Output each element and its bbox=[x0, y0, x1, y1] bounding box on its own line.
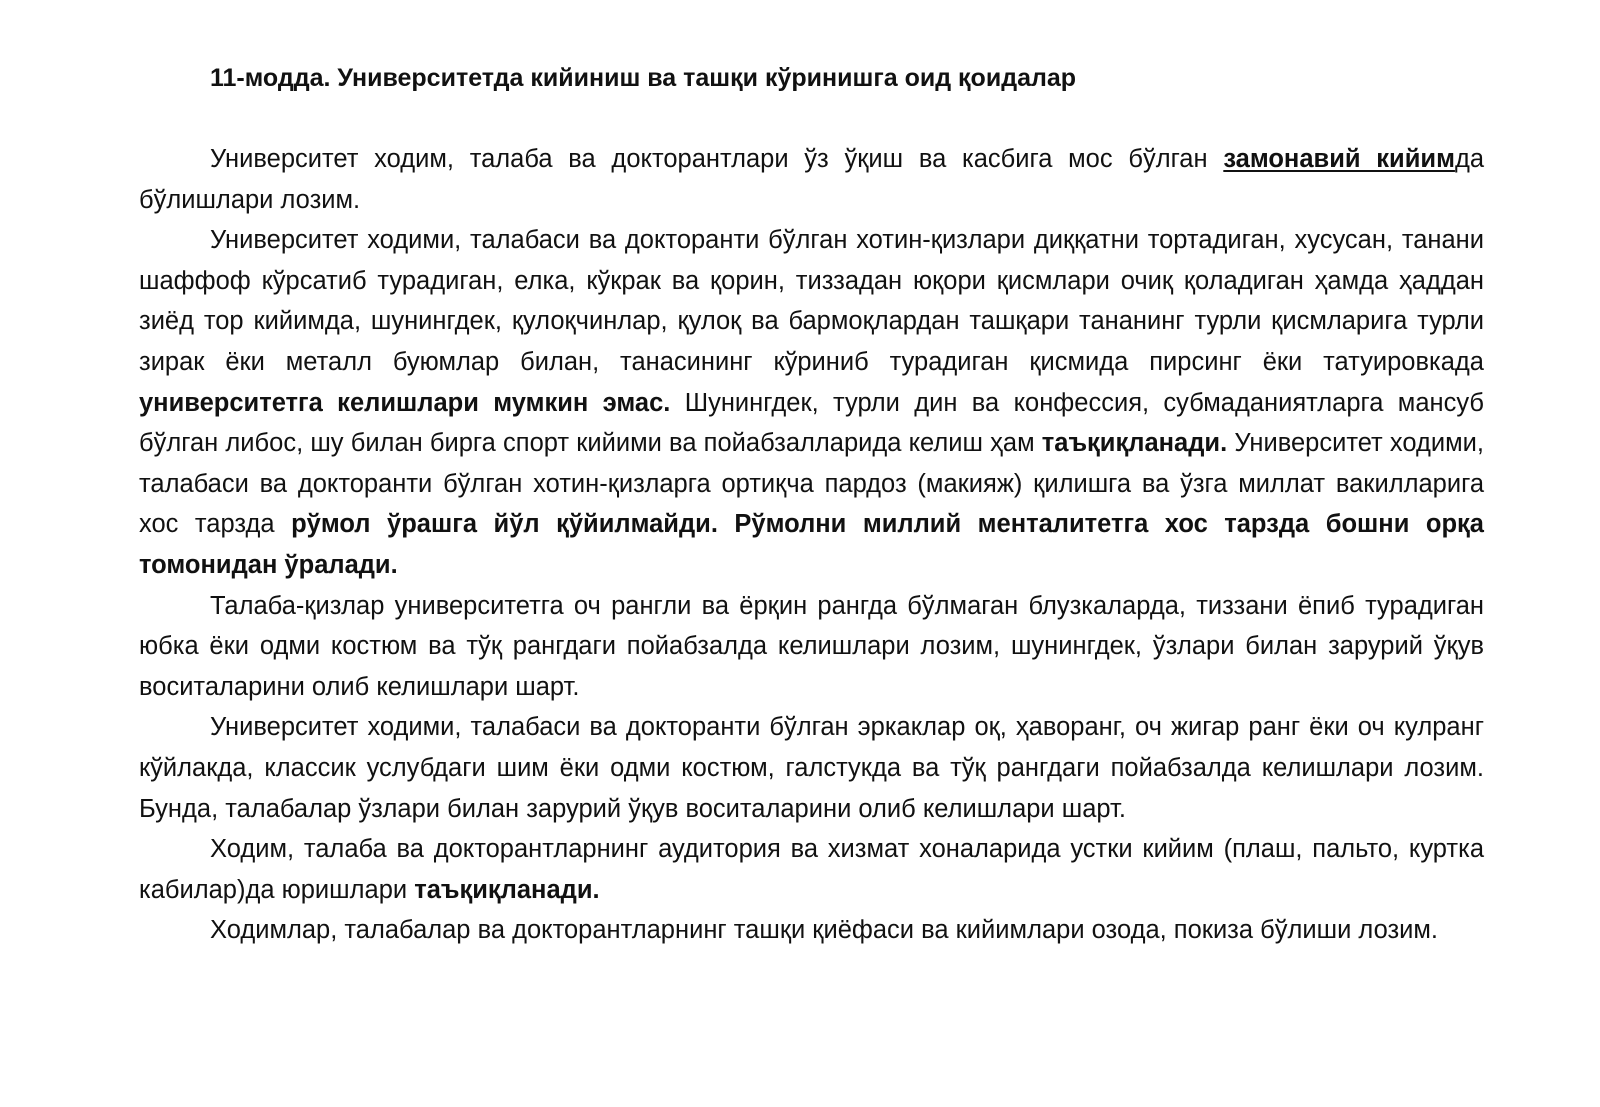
text-run: Университет ходими, талабаси ва докторанти бўлган хотин-қизларга ортиқча пардоз (макияж) қилишга ва ўзга миллат вакилларига хос тарзда bbox=[139, 429, 1484, 539]
paragraph-3 bbox=[139, 586, 1484, 708]
text-run-bold: таъқиқланади. bbox=[1041, 429, 1228, 458]
text-run: Университет ходим, талаба ва докторантлари ўз ўқиш ва касбига мос бўлган bbox=[210, 145, 1224, 173]
text-run-bold: рўмол ўрашга йўл қўйилмайди. Рўмолни миллий менталитетга хос тарзда бошни орқа томонидан ўралади. bbox=[139, 510, 1484, 579]
text-run: да бўлишлари лозим. bbox=[139, 145, 1484, 214]
document-page bbox=[139, 58, 1484, 951]
article-heading: 11-модда. Университетда кийиниш ва ташқи кўринишга оид қоидалар bbox=[210, 64, 1077, 92]
text-run: Ходимлар, талабалар ва докторантларнинг ташқи қиёфаси ва кийимлари озода, покиза бўлиши лозим. bbox=[210, 916, 1439, 945]
text-run: Талаба-қизлар университетга оч рангли ва ёрқин рангда бўлмаган блузкаларда, тиззани ёпиб турадиган юбка ёки одми костюм ва тўқ рангдаги пойабзалда келишлари лозим, шунингдек, ўзлари билан зарурий ўқув воситаларини олиб келишлари шарт. bbox=[139, 591, 1484, 701]
text-run-bold-underline: замонавий кийим bbox=[1223, 145, 1455, 173]
text-run: Университет ходими, талабаси ва докторанти бўлган эркаклар оқ, ҳаворанг, оч жигар ранг ёки оч кулранг кўйлакда, классик услубдаги шим ёки одми костюм, галстукда ва тўқ рангдаги пойабзалда келишлари лозим. Бунда, талабалар ўзлари билан зарурий ўқув воситаларини олиб келишлари шарт. bbox=[139, 713, 1484, 823]
paragraph-4 bbox=[139, 707, 1484, 829]
paragraph-2 bbox=[139, 220, 1484, 585]
text-run-bold: университетга келишлари мумкин эмас. bbox=[139, 388, 671, 417]
paragraph-6 bbox=[139, 910, 1484, 951]
paragraph-1 bbox=[139, 139, 1484, 220]
text-run-bold: таъқиқланади. bbox=[414, 875, 600, 904]
paragraph-5 bbox=[139, 829, 1484, 910]
text-run: Университет ходими, талабаси ва докторанти бўлган хотин-қизлари диққатни тортадиган, хусусан, танани шаффоф кўрсатиб турадиган, елка, кўкрак ва қорин, тиззадан юқори қисмлари очиқ қоладиган ҳамда ҳаддан зиёд тор кийимда, шунингдек, қулоқчинлар, қулоқ ва бармоқлардан ташқари тананинг турли қисмларига турли зирак ёки металл буюмлар билан, танасининг кўриниб турадиган қисмида пирсинг ёки татуировкада bbox=[139, 226, 1484, 376]
text-run: Шунингдек, турли дин ва конфессия, субмаданиятларга мансуб бўлган либос, шу билан бирга спорт кийими ва пойабзалларида келиш ҳам bbox=[139, 388, 1484, 458]
text-run: Ходим, талаба ва докторантларнинг аудитория ва хизмат хоналарида устки кийим (плаш, пальто, куртка кабилар)да юришлари bbox=[139, 835, 1484, 904]
